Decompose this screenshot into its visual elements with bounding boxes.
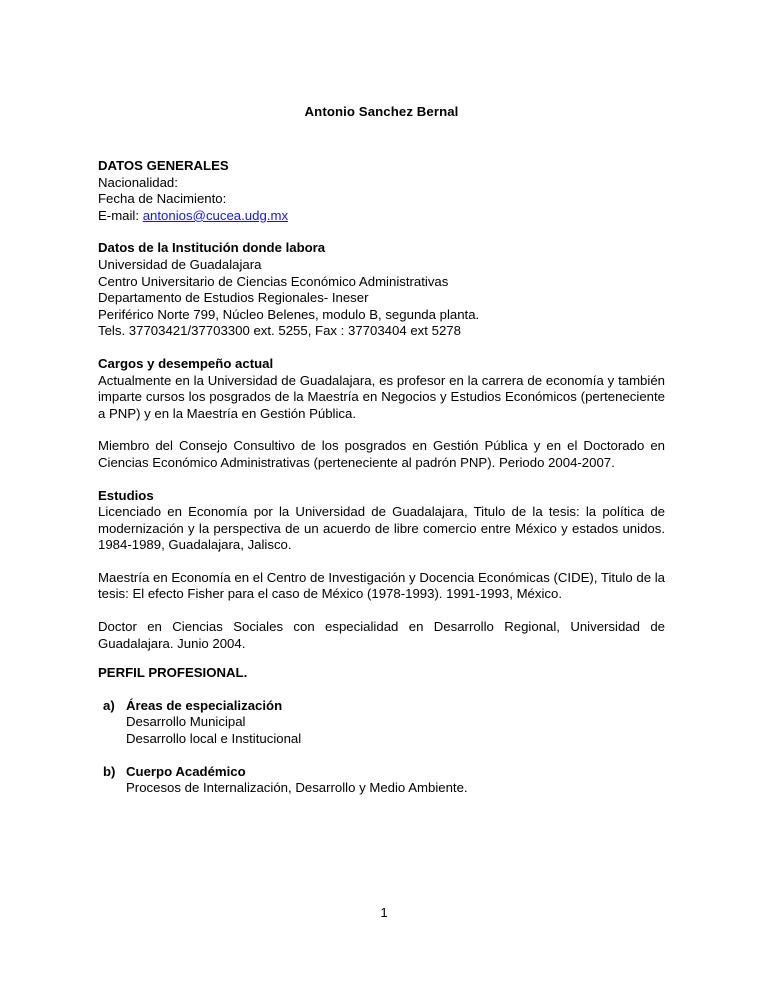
list-marker: b) <box>103 763 116 779</box>
estudios-heading: Estudios <box>98 487 154 503</box>
cargos-paragraph: Miembro del Consejo Consultivo de los posgrados en Gestión Pública y en el Doctorado en Ciencias Económico Administrativas (perteneciente al padrón PNP). Periodo 2004-2007. <box>98 438 665 470</box>
list-item <box>98 764 665 797</box>
section-gap <box>98 224 665 240</box>
institucion-line: Periférico Norte 799, Núcleo Belenes, modulo B, segunda planta. <box>98 306 480 322</box>
email-label: E-mail: <box>98 207 140 223</box>
fecha-nacimiento-line: Fecha de Nacimiento: <box>98 191 227 207</box>
list-item-title: Cuerpo Académico <box>126 763 246 779</box>
perfil-gap <box>98 748 665 764</box>
page-title: Antonio Sanchez Bernal <box>304 104 459 119</box>
institucion-heading: Datos de la Institución donde labora <box>98 240 326 256</box>
section-gap <box>98 472 665 488</box>
document-body <box>98 104 665 797</box>
cargos-paragraph: Actualmente en la Universidad de Guadalajara, es profesor en la carrera de economía y también imparte cursos los posgrados de la Maestría en Negocios y Estudios Económicos (perteneciente a PNP) y en la Maestría en Gestión Pública. <box>98 372 665 421</box>
estudios-paragraph: Maestría en Economía en el Centro de Investigación y Docencia Económicas (CIDE), Titulo de la tesis: El efecto Fisher para el caso de México (1978-1993). 1991-1993, México. <box>98 569 665 602</box>
list-body <box>126 764 665 797</box>
section-institucion <box>98 240 665 340</box>
institucion-line: Centro Universitario de Ciencias Económico Administrativas <box>98 273 449 289</box>
institucion-line: Tels. 37703421/37703300 ext. 5255, Fax : 37703404 ext 5278 <box>98 323 461 339</box>
list-item-line: Desarrollo local e Institucional <box>126 731 302 747</box>
section-perfil <box>98 665 665 797</box>
title-spacer <box>98 120 665 158</box>
list-item-title: Áreas de especialización <box>126 697 283 713</box>
list-item-line: Desarrollo Municipal <box>126 714 246 730</box>
estudios-paragraph: Doctor en Ciencias Sociales con especialidad en Desarrollo Regional, Universidad de Guadalajara. Junio 2004. <box>98 619 665 651</box>
section-datos-generales <box>98 158 665 224</box>
list-item <box>98 698 665 748</box>
datos-generales-heading: DATOS GENERALES <box>98 158 229 173</box>
perfil-heading: PERFIL PROFESIONAL. <box>98 665 248 681</box>
email-link[interactable]: antonios@cucea.udg.mx <box>142 207 289 223</box>
institucion-line: Universidad de Guadalajara <box>98 256 262 272</box>
list-item-line: Procesos de Internalización, Desarrollo y Medio Ambiente. <box>126 780 468 796</box>
email-line <box>98 208 665 225</box>
paragraph-gap <box>98 554 665 570</box>
perfil-gap <box>98 682 665 698</box>
list-body <box>126 698 665 748</box>
estudios-paragraph: Licenciado en Economía por la Universidad de Guadalajara, Titulo de la tesis: la política de modernización y la perspectiva de un acuerdo de libre comercio entre México y estados unidos. 1984-1989, Guadalajara, Jalisco. <box>98 504 665 553</box>
section-gap <box>98 652 665 665</box>
page-number: 1 <box>380 905 388 920</box>
paragraph-gap <box>98 603 665 619</box>
cargos-heading: Cargos y desempeño actual <box>98 355 274 371</box>
section-estudios <box>98 488 665 653</box>
paragraph-gap <box>98 422 665 438</box>
list-marker: a) <box>103 697 115 713</box>
nacionalidad-line: Nacionalidad: <box>98 174 178 190</box>
section-gap <box>98 340 665 356</box>
section-cargos <box>98 356 665 472</box>
institucion-line: Departamento de Estudios Regionales- Ineser <box>98 290 369 306</box>
